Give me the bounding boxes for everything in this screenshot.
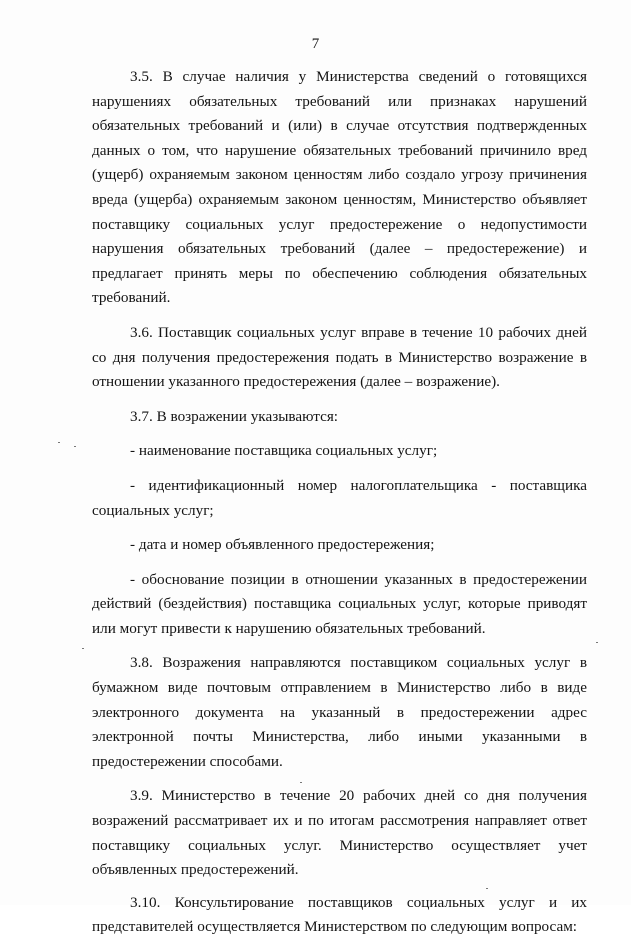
list-item-position-justification: - обоснование позиции в отношении указанных в предостережении действий (бездействия) поставщика социальных услуг, которые приводят или могут привести к нарушению обязательных требований.: [92, 570, 587, 637]
scan-speck: [58, 442, 60, 443]
scan-speck: [82, 648, 84, 649]
list-item-taxpayer-id: - идентификационный номер налогоплательщика - поставщика социальных услуг;: [92, 476, 587, 519]
paragraph-3-9: 3.9. Министерство в течение 20 рабочих дней со дня получения возражений рассматривает их и по итогам рассмотрения направляет ответ поставщику социальных услуг. Министерство осуществляет учет объявленных предостережений.: [92, 787, 587, 879]
list-item-warning-date-number: - дата и номер объявленного предостережения;: [130, 536, 435, 554]
scan-speck: [486, 888, 488, 889]
paragraph-3-5: 3.5. В случае наличия у Министерства сведений о готовящихся нарушениях обязательных требований или признаках нарушений обязательных требований и (или) в случае отсутствия подтвержденных данных о том, что нарушение обязательных требований причинило вред (ущерб) охраняемым законом ценностям либо создало угрозу причинения вреда (ущерба) охраняемым законом ценностям, Министерство объявляет поставщику социальных услуг предостережение о недопустимости нарушения обязательных требований (далее – предостережение) и предлагает принять меры по обеспечению соблюдения обязательных требований.: [92, 68, 587, 307]
page-number: 7: [311, 36, 320, 52]
scan-speck: [300, 782, 302, 783]
paragraph-3-6: 3.6. Поставщик социальных услуг вправе в течение 10 рабочих дней со дня получения предостережения подать в Министерство возражение в отношении указанного предостережения (далее – возражение).: [92, 323, 587, 391]
list-item-supplier-name: - наименование поставщика социальных услуг;: [130, 442, 438, 460]
paragraph-3-8: 3.8. Возражения направляются поставщиком социальных услуг в бумажном виде почтовым отправлением в Министерство либо в виде электронного документа на указанный в предостережении адрес электронной почты Министерства, либо иными указанными в предостережении способами.: [92, 654, 587, 770]
scan-speck: [596, 642, 598, 643]
paragraph-3-7: 3.7. В возражении указываются:: [130, 407, 339, 425]
document-body: [92, 65, 587, 950]
scan-speck: [74, 446, 76, 447]
paragraph-3-10: 3.10. Консультирование поставщиков социальных услуг и их представителей осуществляется Министерством по следующим вопросам:: [92, 893, 587, 936]
